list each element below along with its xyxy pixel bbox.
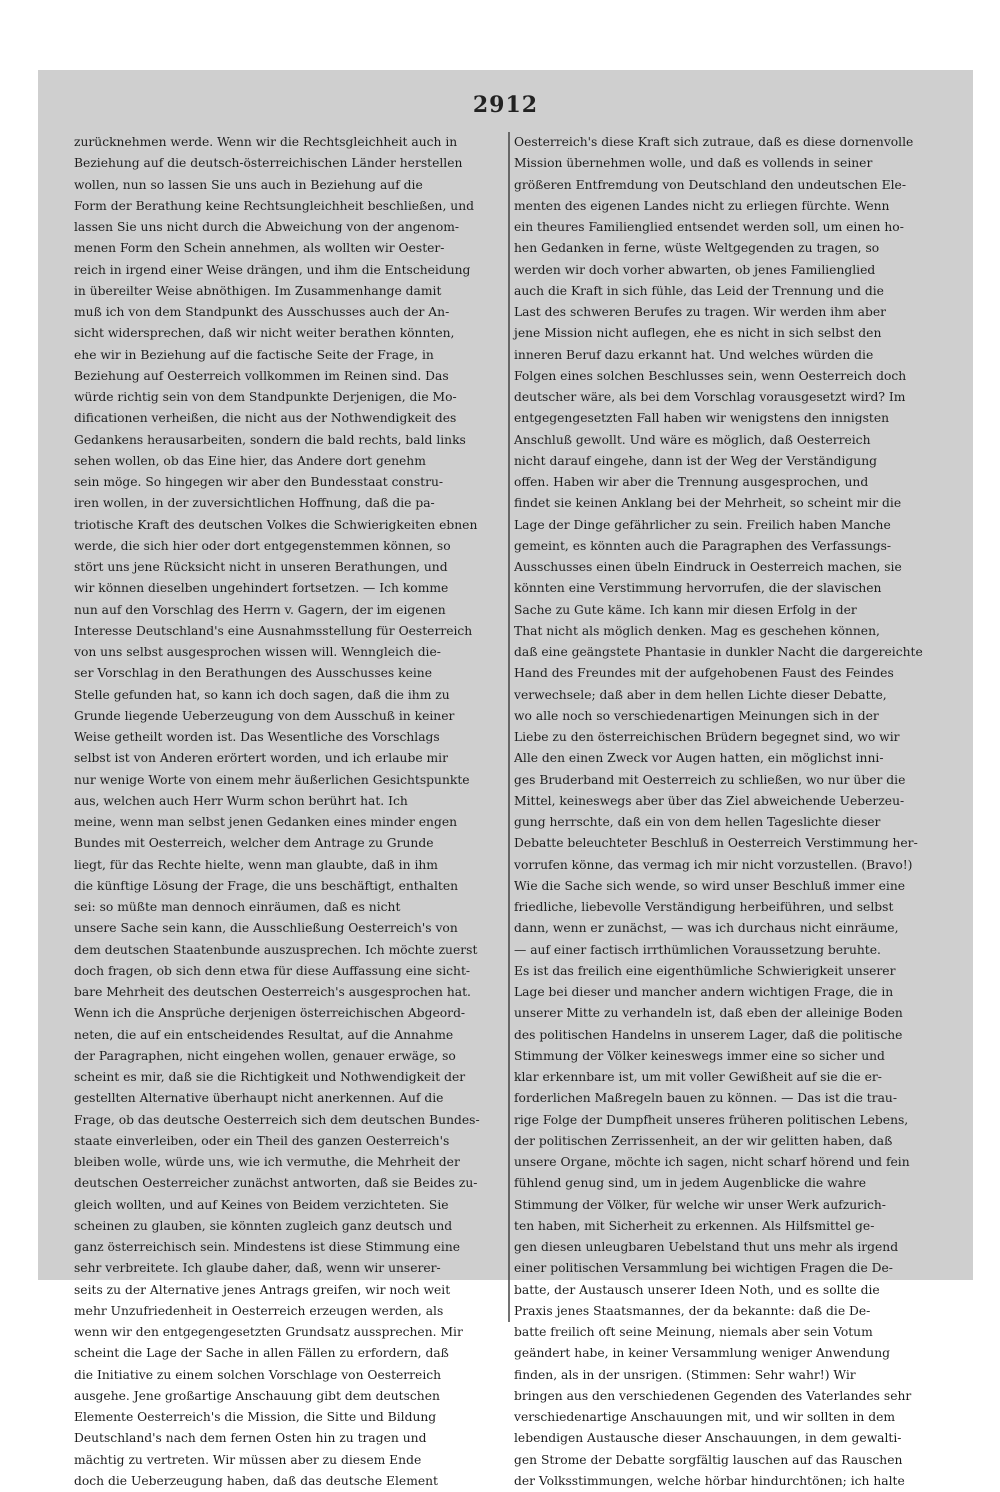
text-line: dem deutschen Staatenbunde auszusprechen. Ich möchte zuerst	[74, 942, 478, 957]
text-line: sei: so müßte man dennoch einräumen, daß es nicht	[74, 900, 401, 914]
text-line: iren wollen, in der zuversichtlichen Hoffnung, daß die pa-	[74, 496, 435, 511]
text-line: Weise getheilt worden ist. Das Wesentliche des Vorschlags	[74, 730, 440, 744]
text-line: — auf einer factisch irrthümlichen Voraussetzung beruhte.	[514, 942, 881, 957]
text-line: ehe wir in Beziehung auf die factische Seite der Frage, in	[74, 347, 434, 362]
text-line: verwechsele; daß aber in dem hellen Lichte dieser Debatte,	[514, 687, 887, 702]
text-line: Debatte beleuchteter Beschluß in Oesterreich Verstimmung her-	[514, 836, 918, 851]
text-line: doch fragen, ob sich denn etwa für diese Auffassung eine sicht-	[74, 963, 471, 978]
text-line: muß ich von dem Standpunkt des Ausschusses auch der An-	[74, 305, 450, 319]
text-line: Interesse Deutschland's eine Ausnahmsstellung für Oesterreich	[74, 623, 473, 638]
text-line: mehr Unzufriedenheit in Oesterreich erzeugen werden, als	[74, 1303, 444, 1318]
text-line: meine, wenn man selbst jenen Gedanken eines minder engen	[74, 815, 458, 829]
text-line: menten des eigenen Landes nicht zu erliegen fürchte. Wenn	[514, 198, 890, 213]
text-line: werde, die sich hier oder dort entgegenstemmen können, so	[74, 538, 451, 553]
text-line: nun auf den Vorschlag des Herrn v. Gagern, der im eigenen	[74, 602, 446, 617]
text-line: unsere Organe, möchte ich sagen, nicht scharf hörend und fein	[514, 1155, 910, 1169]
text-line: lebendigen Austausche dieser Anschauungen, in dem gewalti-	[514, 1431, 902, 1446]
scanned-page	[38, 70, 973, 1488]
text-line: finden, als in der unsrigen. (Stimmen: Sehr wahr!) Wir	[514, 1367, 856, 1382]
text-line: bleiben wolle, würde uns, wie ich vermuthe, die Mehrheit der	[74, 1155, 460, 1169]
text-line: geändert habe, in keiner Versammlung weniger Anwendung	[514, 1346, 891, 1361]
text-line: der Paragraphen, nicht eingehen wollen, genauer erwäge, so	[74, 1048, 456, 1063]
text-line: Liebe zu den österreichischen Brüdern begegnet sind, wo wir	[514, 730, 900, 744]
text-line: ser Vorschlag in den Berathungen des Ausschusses keine	[74, 666, 433, 681]
text-line: gestellten Alternative überhaupt nicht anerkennen. Auf die	[74, 1091, 444, 1106]
text-line: sicht widersprechen, daß wir nicht weiter berathen könnten,	[74, 326, 455, 341]
text-line: liegt, für das Rechte hielte, wenn man glaubte, daß in ihm	[74, 857, 438, 872]
text-line: Folgen eines solchen Beschlusses sein, wenn Oesterreich doch	[514, 368, 907, 383]
text-line: Anschluß gewollt. Und wäre es möglich, daß Oesterreich	[514, 432, 871, 447]
text-line: dificationen verheißen, die nicht aus der Nothwendigkeit des	[74, 411, 457, 426]
text-line: neten, die auf ein entscheidendes Resultat, auf die Annahme	[74, 1027, 454, 1042]
text-line: Wie die Sache sich wende, so wird unser Beschluß immer eine	[514, 878, 906, 893]
text-line: Grunde liegende Ueberzeugung von dem Ausschuß in keiner	[74, 708, 455, 723]
text-line: gemeint, es könnten auch die Paragraphen des Verfassungs-	[514, 538, 892, 553]
text-line: Sache zu Gute käme. Ich kann mir diesen Erfolg in der	[514, 602, 857, 617]
text-line: Stimmung der Völker keineswegs immer eine so sicher und	[514, 1048, 885, 1063]
text-line: reich in irgend einer Weise drängen, und ihm die Entscheidung	[74, 262, 471, 277]
text-line: doch die Ueberzeugung haben, daß das deutsche Element	[74, 1473, 439, 1488]
text-line: deutscher wäre, als bei dem Vorschlag vorausgesetzt wird? Im	[514, 390, 906, 404]
text-line: des politischen Handelns in unserem Lager, daß die politische	[514, 1027, 903, 1042]
text-line: Mission übernehmen wolle, und daß es vollends in seiner	[514, 156, 873, 171]
text-line: findet sie keinen Anklang bei der Mehrheit, so scheint mir die	[514, 496, 902, 511]
text-line: Oesterreich's diese Kraft sich zutraue, daß es diese dornenvolle	[514, 135, 914, 149]
text-line: offen. Haben wir aber die Trennung ausgesprochen, und	[514, 475, 869, 489]
text-line: gen Strome der Debatte sorgfältig lauschen auf das Rauschen	[514, 1452, 903, 1467]
text-line: mächtig zu vertreten. Wir müssen aber zu diesem Ende	[74, 1452, 422, 1467]
text-line: hen Gedanken in ferne, wüste Weltgegenden zu tragen, so	[514, 241, 880, 256]
text-line: wir können dieselben ungehindert fortsetzen. — Ich komme	[74, 581, 449, 596]
text-line: der Volksstimmungen, welche hörbar hindurchtönen; ich halte	[514, 1473, 905, 1488]
text-line: seits zu der Alternative jenes Antrags greifen, wir noch weit	[74, 1282, 451, 1297]
text-line: größeren Entfremdung von Deutschland den undeutschen Ele-	[514, 177, 906, 192]
text-line: unsere Sache sein kann, die Ausschließung Oesterreich's von	[74, 921, 458, 936]
text-line: Elemente Oesterreich's die Mission, die Sitte und Bildung	[74, 1410, 437, 1424]
text-line: Alle den einen Zweck vor Augen hatten, ein möglichst inni-	[514, 751, 884, 766]
text-line: Wenn ich die Ansprüche derjenigen österreichischen Abgeord-	[74, 1006, 466, 1021]
text-line: gen diesen unleugbaren Uebelstand thut uns mehr als irgend	[514, 1240, 899, 1254]
text-line: That nicht als möglich denken. Mag es geschehen können,	[514, 623, 880, 638]
text-line: würde richtig sein von dem Standpunkte Derjenigen, die Mo-	[74, 390, 457, 404]
text-line: unserer Mitte zu verhandeln ist, daß eben der alleinige Boden	[514, 1006, 903, 1021]
text-line: daß eine geängstete Phantasie in dunkler Nacht die dargereichte	[514, 645, 923, 659]
text-line: könnten eine Verstimmung hervorrufen, die der slavischen	[514, 581, 882, 596]
text-line: rige Folge der Dumpfheit unseres früheren politischen Lebens,	[514, 1112, 909, 1127]
left-text-column	[74, 132, 506, 1492]
text-line: scheint die Lage der Sache in allen Fällen zu erfordern, daß	[74, 1346, 449, 1361]
text-line: fühlend genug sind, um in jedem Augenblicke die wahre	[514, 1176, 867, 1191]
page-number: 2912	[472, 92, 539, 118]
text-line: auch die Kraft in sich fühle, das Leid der Trennung und die	[514, 283, 884, 298]
text-line: scheint es mir, daß sie die Richtigkeit und Nothwendigkeit der	[74, 1070, 466, 1084]
text-line: sehr verbreitete. Ich glaube daher, daß, wenn wir unserer-	[74, 1261, 441, 1276]
text-line: verschiedenartige Anschauungen mit, und wir sollten in dem	[514, 1410, 896, 1424]
text-line: der politischen Zerrissenheit, an der wir gelitten haben, daß	[514, 1133, 893, 1148]
text-line: batte freilich oft seine Meinung, niemals aber sein Votum	[514, 1325, 873, 1339]
text-line: menen Form den Schein annehmen, als wollten wir Oester-	[74, 241, 445, 256]
text-line: nur wenige Worte von einem mehr äußerlichen Gesichtspunkte	[74, 772, 470, 787]
text-line: bringen aus den verschiedenen Gegenden des Vaterlandes sehr	[514, 1388, 912, 1403]
text-line: Bundes mit Oesterreich, welcher dem Antrage zu Grunde	[74, 836, 434, 851]
text-line: sehen wollen, ob das Eine hier, das Andere dort genehm	[74, 453, 426, 468]
text-line: ten haben, mit Sicherheit zu erkennen. Als Hilfsmittel ge-	[514, 1218, 875, 1233]
text-line: zurücknehmen werde. Wenn wir die Rechtsgleichheit auch in	[74, 135, 458, 149]
text-line: ges Bruderband mit Oesterreich zu schließen, wo nur über die	[514, 772, 906, 787]
text-line: jene Mission nicht auflegen, ehe es nicht in sich selbst den	[514, 326, 882, 341]
text-line: Praxis jenes Staatsmannes, der da bekannte: daß die De-	[514, 1303, 871, 1318]
text-line: Last des schweren Berufes zu tragen. Wir werden ihm aber	[514, 305, 887, 319]
text-line: einer politischen Versammlung bei wichtigen Fragen die De-	[514, 1261, 893, 1276]
text-line: scheinen zu glauben, sie könnten zugleich ganz deutsch und	[74, 1218, 453, 1233]
text-line: vorrufen könne, das vermag ich mir nicht vorzustellen. (Bravo!)	[514, 857, 913, 872]
text-line: lassen Sie uns nicht durch die Abweichung von der angenom-	[74, 220, 460, 234]
text-line: sein möge. So hingegen wir aber den Bundesstaat constru-	[74, 475, 444, 489]
text-line: inneren Beruf dazu erkannt hat. Und welches würden die	[514, 347, 874, 362]
text-line: Es ist das freilich eine eigenthümliche Schwierigkeit unserer	[514, 963, 896, 978]
text-line: nicht darauf eingehe, dann ist der Weg der Verständigung	[514, 453, 878, 468]
text-line: aus, welchen auch Herr Wurm schon berührt hat. Ich	[74, 793, 408, 808]
text-line: werden wir doch vorher abwarten, ob jenes Familienglied	[514, 262, 876, 277]
text-line: wenn wir den entgegengesetzten Grundsatz aussprechen. Mir	[74, 1325, 463, 1339]
text-line: deutschen Oesterreicher zunächst antworten, daß sie Beides zu-	[74, 1176, 478, 1191]
text-line: entgegengesetzten Fall haben wir wenigstens den innigsten	[514, 411, 890, 426]
text-line: ganz österreichisch sein. Mindestens ist diese Stimmung eine	[74, 1240, 461, 1254]
text-line: Deutschland's nach dem fernen Osten hin zu tragen und	[74, 1431, 427, 1446]
text-line: ein theures Familienglied entsendet werden soll, um einen ho-	[514, 220, 904, 234]
text-line: Gedankens herausarbeiten, sondern die bald rechts, bald links	[74, 432, 466, 447]
text-line: batte, der Austausch unserer Ideen Noth, und es sollte die	[514, 1282, 880, 1297]
text-line: selbst ist von Anderen erörtert worden, und ich erlaube mir	[74, 751, 448, 766]
text-line: Form der Berathung keine Rechtsungleichheit beschließen, und	[74, 198, 475, 213]
text-line: Ausschusses einen übeln Eindruck in Oesterreich machen, sie	[514, 560, 902, 574]
text-line: ausgehe. Jene großartige Anschauung gibt dem deutschen	[74, 1388, 440, 1403]
text-line: wo alle noch so verschiedenartigen Meinungen sich in der	[514, 708, 879, 723]
text-line: die künftige Lösung der Frage, die uns beschäftigt, enthalten	[74, 878, 459, 893]
text-line: Stelle gefunden hat, so kann ich doch sagen, daß die ihm zu	[74, 687, 450, 702]
text-line: Hand des Freundes mit der aufgehobenen Faust des Feindes	[514, 666, 894, 681]
column-divider	[508, 132, 510, 1322]
text-line: triotische Kraft des deutschen Volkes die Schwierigkeiten ebnen	[74, 517, 478, 532]
right-text-column	[514, 132, 946, 1492]
text-line: Lage bei dieser und mancher andern wichtigen Frage, die in	[514, 985, 894, 999]
text-line: Mittel, keineswegs aber über das Ziel abweichende Ueberzeu-	[514, 793, 905, 808]
text-line: Beziehung auf die deutsch-österreichischen Länder herstellen	[74, 156, 463, 171]
text-line: von uns selbst ausgesprochen wissen will. Wenngleich die-	[74, 645, 441, 659]
text-line: gleich wollten, und auf Keines von Beidem verzichteten. Sie	[74, 1197, 449, 1212]
text-line: stört uns jene Rücksicht nicht in unseren Berathungen, und	[74, 560, 448, 574]
text-line: Stimmung der Völker, für welche wir unser Werk aufzurich-	[514, 1197, 886, 1212]
text-line: in übereilter Weise abnöthigen. Im Zusammenhange damit	[74, 283, 442, 298]
text-line: bare Mehrheit des deutschen Oesterreich's ausgesprochen hat.	[74, 985, 471, 999]
text-line: dann, wenn er zunächst, — was ich durchaus nicht einräume,	[514, 921, 899, 936]
text-line: forderlichen Maßregeln bauen zu können. — Das ist die trau-	[514, 1091, 898, 1106]
text-line: gung herrschte, daß ein von dem hellen Tageslichte dieser	[514, 815, 881, 829]
text-line: Beziehung auf Oesterreich vollkommen im Reinen sind. Das	[74, 368, 449, 383]
text-line: klar erkennbare ist, um mit voller Gewißheit auf sie die er-	[514, 1070, 882, 1084]
text-line: staate einverleiben, oder ein Theil des ganzen Oesterreich's	[74, 1133, 450, 1148]
text-line: Lage der Dinge gefährlicher zu sein. Freilich haben Manche	[514, 517, 891, 532]
text-line: Frage, ob das deutsche Oesterreich sich dem deutschen Bundes-	[74, 1112, 480, 1127]
text-line: wollen, nun so lassen Sie uns auch in Beziehung auf die	[74, 177, 423, 192]
text-line: die Initiative zu einem solchen Vorschlage von Oesterreich	[74, 1367, 442, 1382]
text-line: friedliche, liebevolle Verständigung herbeiführen, und selbst	[514, 900, 894, 914]
